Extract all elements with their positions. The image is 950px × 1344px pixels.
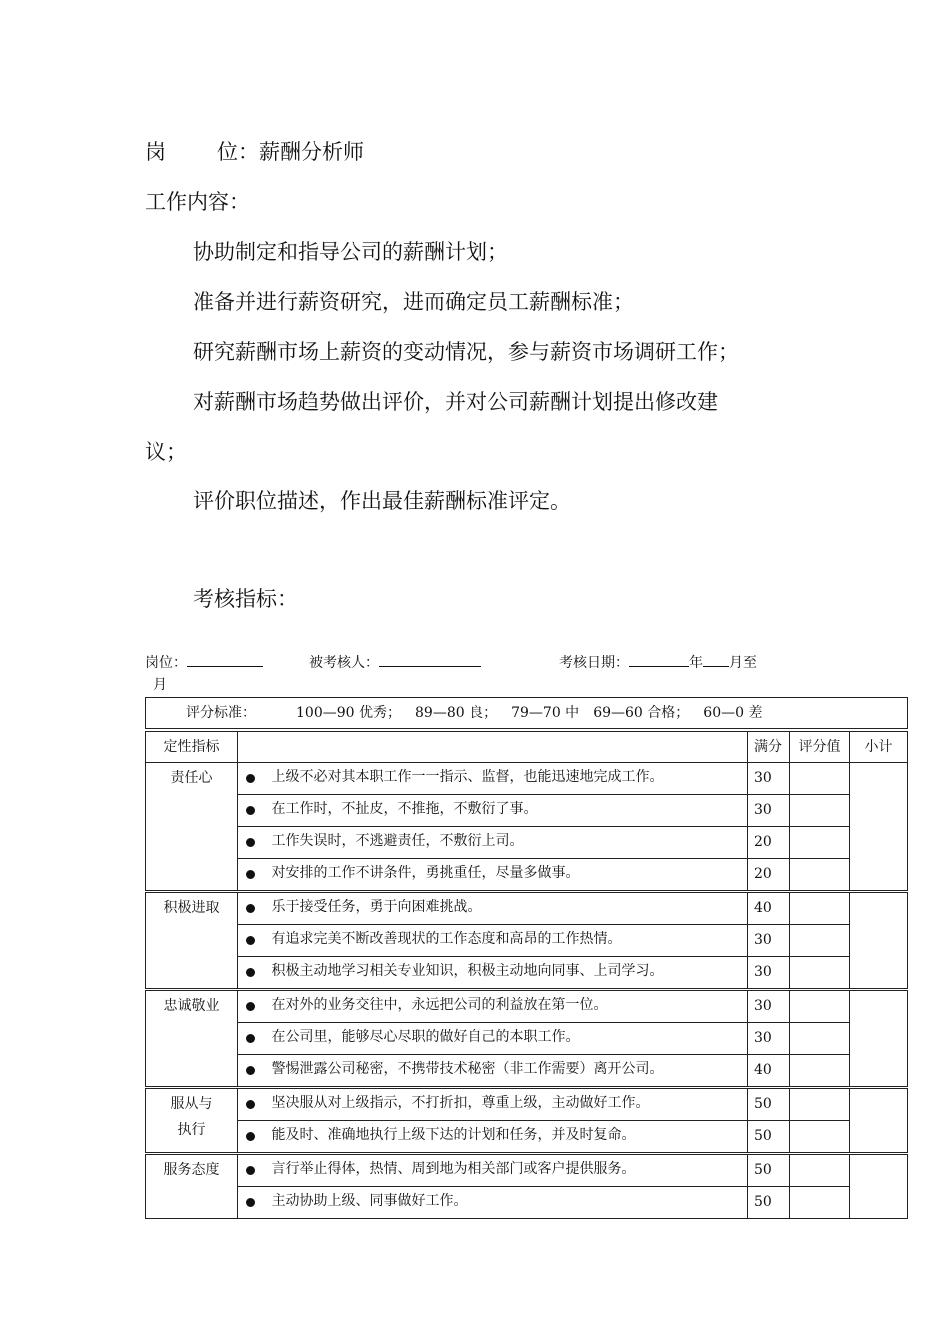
criterion-text: 坚决服从对上级指示，不打折扣，尊重上级，主动做好工作。 bbox=[272, 1088, 748, 1121]
bullet-dot-icon bbox=[246, 806, 255, 815]
date-field-label: 考核日期： bbox=[559, 655, 629, 671]
rating-cell[interactable] bbox=[790, 1055, 850, 1088]
criterion-text: 在工作时，不扯皮，不推拖，不敷衍了事。 bbox=[272, 795, 748, 827]
bullet-dot-icon bbox=[246, 904, 255, 913]
table-row bbox=[146, 957, 908, 990]
full-score: 30 bbox=[748, 925, 790, 957]
table-row bbox=[146, 925, 908, 957]
table-row bbox=[146, 1088, 908, 1121]
criterion-text: 能及时、准确地执行上级下达的计划和任务，并及时复命。 bbox=[272, 1121, 748, 1154]
rating-cell[interactable] bbox=[790, 763, 850, 795]
scale-item: 89—80 良； bbox=[415, 705, 498, 721]
month-end-label: 月 bbox=[153, 677, 167, 693]
duty-line: 研究薪酬市场上薪资的变动情况，参与薪资市场调研工作； bbox=[193, 340, 739, 364]
category-cell: 责任心 bbox=[146, 763, 238, 892]
bullet-cell bbox=[238, 795, 272, 827]
bullet-dot-icon bbox=[246, 1132, 255, 1141]
rating-cell[interactable] bbox=[790, 795, 850, 827]
bullet-cell bbox=[238, 957, 272, 990]
scale-label: 评分标准： bbox=[186, 705, 256, 721]
rating-cell[interactable] bbox=[790, 1187, 850, 1219]
scoring-scale-row bbox=[146, 698, 908, 731]
criterion-text: 主动协助上级、同事做好工作。 bbox=[272, 1187, 748, 1219]
scoring-scale bbox=[146, 698, 908, 731]
rating-cell[interactable] bbox=[790, 1023, 850, 1055]
rating-cell[interactable] bbox=[790, 957, 850, 990]
duty-line-continuation: 议； bbox=[145, 440, 187, 464]
criterion-text: 有追求完美不断改善现状的工作态度和高昂的工作热情。 bbox=[272, 925, 748, 957]
full-score: 30 bbox=[748, 957, 790, 990]
full-score: 30 bbox=[748, 1023, 790, 1055]
bullet-cell bbox=[238, 1187, 272, 1219]
scale-item: 60—0 差 bbox=[703, 705, 763, 721]
assessee-field-label: 被考核人： bbox=[309, 655, 379, 671]
month-start-blank[interactable] bbox=[703, 651, 729, 667]
rating-cell[interactable] bbox=[790, 1088, 850, 1121]
duty-line: 准备并进行薪资研究，进而确定员工薪酬标准； bbox=[193, 290, 634, 314]
scale-item: 69—60 合格； bbox=[593, 705, 690, 721]
table-row bbox=[146, 892, 908, 925]
duty-line: 评价职位描述，作出最佳薪酬标准评定。 bbox=[193, 489, 571, 513]
year-blank[interactable] bbox=[629, 651, 689, 667]
bullet-cell bbox=[238, 827, 272, 859]
rating-cell[interactable] bbox=[790, 1121, 850, 1154]
bullet-cell bbox=[238, 859, 272, 892]
bullet-dot-icon bbox=[246, 870, 255, 879]
rating-cell[interactable] bbox=[790, 1154, 850, 1187]
full-score: 50 bbox=[748, 1187, 790, 1219]
criterion-text: 积极主动地学习相关专业知识，积极主动地向同事、上司学习。 bbox=[272, 957, 748, 990]
header-subtotal: 小计 bbox=[850, 730, 908, 763]
full-score: 30 bbox=[748, 990, 790, 1023]
position-label-b: 位： bbox=[217, 140, 259, 164]
bullet-dot-icon bbox=[246, 1100, 255, 1109]
full-score: 50 bbox=[748, 1088, 790, 1121]
bullet-dot-icon bbox=[246, 1002, 255, 1011]
category-cell: 忠诚敬业 bbox=[146, 990, 238, 1088]
bullet-dot-icon bbox=[246, 1066, 255, 1075]
criterion-text: 对安排的工作不讲条件，勇挑重任，尽量多做事。 bbox=[272, 859, 748, 892]
bullet-cell bbox=[238, 990, 272, 1023]
table-row bbox=[146, 763, 908, 795]
bullet-cell bbox=[238, 1154, 272, 1187]
form-header-line bbox=[145, 651, 757, 673]
full-score: 20 bbox=[748, 827, 790, 859]
bullet-cell bbox=[238, 1023, 272, 1055]
table-row bbox=[146, 1187, 908, 1219]
criterion-text: 在公司里，能够尽心尽职的做好自己的本职工作。 bbox=[272, 1023, 748, 1055]
category-cell: 服务态度 bbox=[146, 1154, 238, 1219]
full-score: 40 bbox=[748, 892, 790, 925]
bullet-dot-icon bbox=[246, 1034, 255, 1043]
rating-cell[interactable] bbox=[790, 990, 850, 1023]
category-cell: 服从与执行 bbox=[146, 1088, 238, 1154]
full-score: 50 bbox=[748, 1121, 790, 1154]
rating-cell[interactable] bbox=[790, 892, 850, 925]
table-row bbox=[146, 1154, 908, 1187]
criterion-text: 警惕泄露公司秘密，不携带技术秘密（非工作需要）离开公司。 bbox=[272, 1055, 748, 1088]
full-score: 30 bbox=[748, 763, 790, 795]
position-field-label: 岗位： bbox=[145, 655, 187, 671]
table-row bbox=[146, 1121, 908, 1154]
subtotal-cell[interactable] bbox=[850, 763, 908, 892]
subtotal-cell[interactable] bbox=[850, 990, 908, 1088]
rating-cell[interactable] bbox=[790, 827, 850, 859]
subtotal-cell[interactable] bbox=[850, 1088, 908, 1154]
bullet-cell bbox=[238, 1121, 272, 1154]
assessee-blank[interactable] bbox=[379, 651, 481, 667]
duty-line: 对薪酬市场趋势做出评价，并对公司薪酬计划提出修改建 bbox=[193, 390, 718, 414]
bullet-dot-icon bbox=[246, 968, 255, 977]
full-score: 20 bbox=[748, 859, 790, 892]
header-rating: 评分值 bbox=[790, 730, 850, 763]
table-row bbox=[146, 795, 908, 827]
bullet-cell bbox=[238, 1055, 272, 1088]
bullet-cell bbox=[238, 1088, 272, 1121]
year-label: 年 bbox=[689, 655, 703, 671]
bullet-dot-icon bbox=[246, 936, 255, 945]
criterion-text: 乐于接受任务，勇于向困难挑战。 bbox=[272, 892, 748, 925]
position-value: 薪酬分析师 bbox=[259, 140, 364, 164]
table-header-row bbox=[146, 730, 908, 763]
header-criterion bbox=[238, 730, 748, 763]
evaluation-table bbox=[145, 697, 908, 1219]
scale-item: 79—70 中 bbox=[511, 705, 580, 721]
bullet-dot-icon bbox=[246, 1166, 255, 1175]
content-heading: 工作内容： bbox=[145, 190, 250, 214]
criterion-text: 工作失误时，不逃避责任，不敷衍上司。 bbox=[272, 827, 748, 859]
table-row bbox=[146, 827, 908, 859]
rating-cell[interactable] bbox=[790, 859, 850, 892]
bullet-dot-icon bbox=[246, 1198, 255, 1207]
full-score: 50 bbox=[748, 1154, 790, 1187]
duty-line: 协助制定和指导公司的薪酬计划； bbox=[193, 240, 508, 264]
bullet-dot-icon bbox=[246, 774, 255, 783]
table-row bbox=[146, 990, 908, 1023]
rating-cell[interactable] bbox=[790, 925, 850, 957]
table-row bbox=[146, 859, 908, 892]
header-category: 定性指标 bbox=[146, 730, 238, 763]
criterion-text: 言行举止得体，热情、周到地为相关部门或客户提供服务。 bbox=[272, 1154, 748, 1187]
subtotal-cell[interactable] bbox=[850, 1154, 908, 1219]
bullet-dot-icon bbox=[246, 838, 255, 847]
subtotal-cell[interactable] bbox=[850, 892, 908, 990]
full-score: 40 bbox=[748, 1055, 790, 1088]
job-title-line bbox=[145, 138, 364, 166]
position-label-a: 岗 bbox=[145, 140, 166, 164]
bullet-cell bbox=[238, 925, 272, 957]
table-row bbox=[146, 1023, 908, 1055]
table-row bbox=[146, 1055, 908, 1088]
category-cell: 积极进取 bbox=[146, 892, 238, 990]
bullet-cell bbox=[238, 763, 272, 795]
bullet-cell bbox=[238, 892, 272, 925]
criterion-text: 在对外的业务交往中，永远把公司的利益放在第一位。 bbox=[272, 990, 748, 1023]
criterion-text: 上级不必对其本职工作一一指示、监督，也能迅速地完成工作。 bbox=[272, 763, 748, 795]
full-score: 30 bbox=[748, 795, 790, 827]
position-blank[interactable] bbox=[187, 651, 263, 667]
scale-item: 100—90 优秀； bbox=[296, 705, 401, 721]
kpi-heading: 考核指标： bbox=[193, 587, 298, 611]
month-to-label: 月至 bbox=[729, 655, 757, 671]
header-full-score: 满分 bbox=[748, 730, 790, 763]
